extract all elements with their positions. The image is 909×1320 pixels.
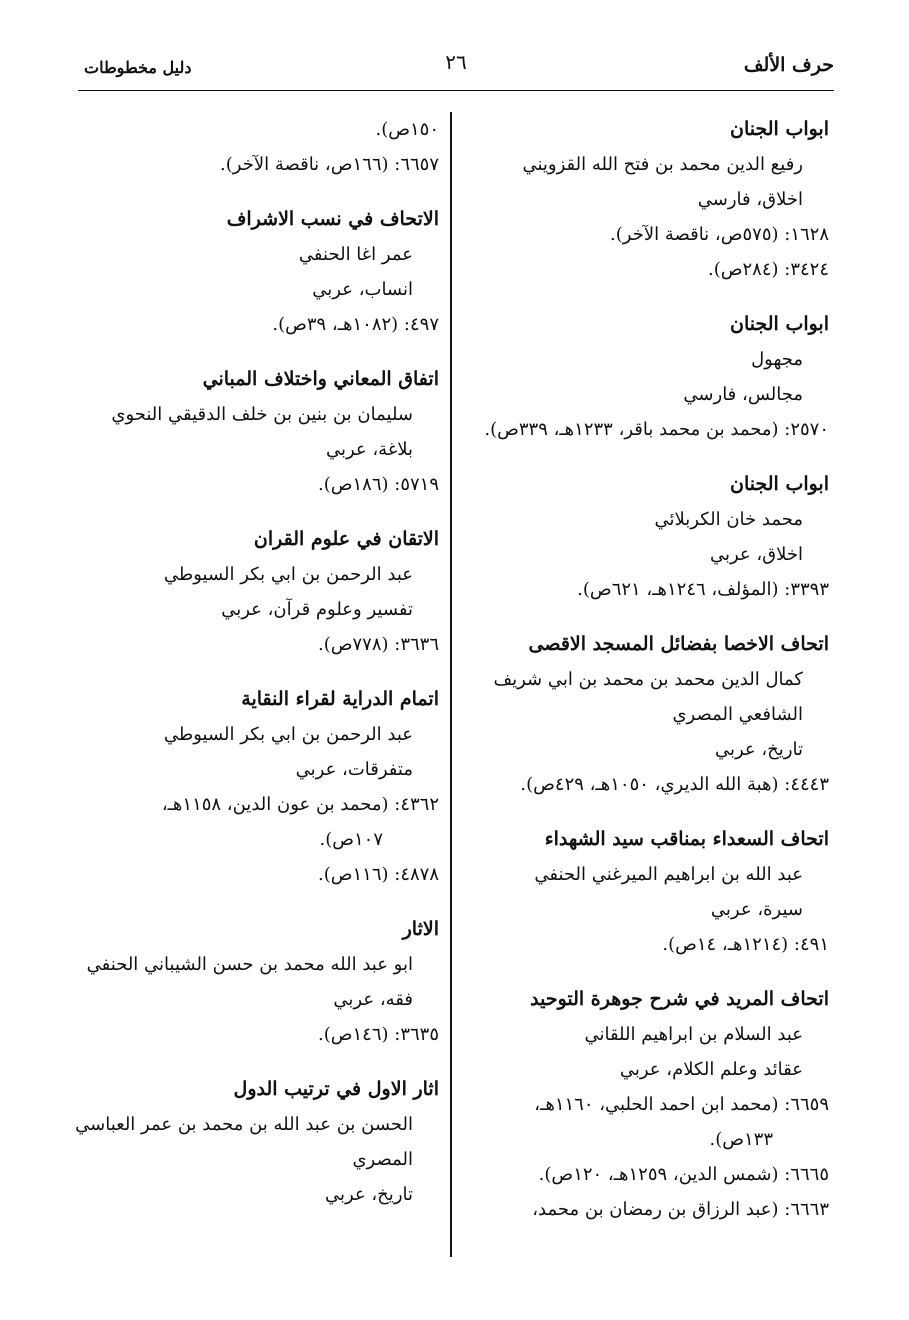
entry-author: ابو عبد الله محمد بن حسن الشيباني الحنفي: [86, 954, 413, 975]
entry-reference: ٦٦٥٩: (محمد ابن احمد الحلبي، ١١٦٠هـ،: [534, 1094, 829, 1115]
manuscript-entry: [79, 202, 439, 342]
manuscript-entry: [474, 467, 829, 607]
manuscript-entry: [474, 627, 829, 802]
page-header: [78, 48, 834, 91]
entry-subject: تفسير وعلوم قرآن، عربي: [221, 599, 413, 620]
entry-reference: ٤٤٤٣: (هبة الله الديري، ١٠٥٠هـ، ٤٢٩ص).: [520, 774, 829, 795]
column-divider: [450, 112, 452, 1257]
entry-reference: ٣٦٣٦: (٧٧٨ص).: [317, 634, 439, 655]
entry-subject: بلاغة، عربي: [325, 439, 413, 460]
book-title: دليل مخطوطات: [84, 58, 192, 77]
entry-reference: ٤٨٧٨: (١١٦ص).: [317, 864, 439, 885]
entry-title: اثار الاول في ترتيب الدول: [233, 1078, 439, 1100]
entry-author: محمد خان الكربلائي: [654, 509, 803, 530]
manuscript-entry: [75, 1072, 439, 1212]
entry-author: عبد الله بن ابراهيم الميرغني الحنفي: [534, 864, 803, 885]
entry-reference: ٣٣٩٣: (المؤلف، ١٢٤٦هـ، ٦٢١ص).: [577, 579, 829, 600]
entry-title: الاتقان في علوم القران: [253, 528, 439, 550]
entry-reference: ١٦٢٨: (٥٧٥ص، ناقصة الآخر).: [610, 224, 829, 245]
entry-subject: اخلاق، عربي: [709, 544, 803, 565]
entry-subject: متفرقات، عربي: [295, 759, 413, 780]
entry-title: الاتحاف في نسب الاشراف: [226, 208, 439, 230]
manuscript-entry: [79, 682, 439, 892]
entry-author: عبد السلام بن ابراهيم اللقاني: [584, 1024, 803, 1045]
entry-author: مجهول: [751, 349, 803, 370]
entry-reference: ١٣٣ص).: [709, 1129, 773, 1150]
entry-reference: ٤٣٦٢: (محمد بن عون الدين، ١١٥٨هـ،: [161, 794, 439, 815]
entry-title: الاثار: [402, 918, 439, 940]
entry-title: اتحاف السعداء بمناقب سيد الشهداء: [544, 828, 829, 850]
section-heading: حرف الألف: [743, 54, 834, 76]
entry-author: عبد الرحمن بن ابي بكر السيوطي: [163, 724, 413, 745]
manuscript-entry: [79, 362, 439, 502]
page-number: ٢٦: [445, 50, 467, 74]
entry-author: الحسن بن عبد الله بن محمد بن عمر العباسي: [75, 1114, 413, 1135]
entry-author: عبد الرحمن بن ابي بكر السيوطي: [163, 564, 413, 585]
entry-author: سليمان بن بنين بن خلف الدقيقي النحوي: [111, 404, 413, 425]
entry-subject: تاريخ، عربي: [324, 1184, 413, 1205]
entry-title: ابواب الجنان: [730, 313, 829, 335]
entry-subject: اخلاق، فارسي: [697, 189, 803, 210]
entry-title: اتحاف المريد في شرح جوهرة التوحيد: [530, 988, 829, 1010]
entry-reference: ١٥٠ص).: [375, 119, 439, 140]
entry-subject: فقه، عربي: [333, 989, 413, 1010]
entry-title: اتحاف الاخصا بفضائل المسجد الاقصى: [528, 633, 829, 655]
entry-reference: ٦٦٦٣: (عبد الرزاق بن رمضان بن محمد،: [532, 1199, 829, 1220]
right-column: [474, 112, 829, 1247]
entry-reference: ٥٧١٩: (١٨٦ص).: [317, 474, 439, 495]
entry-subject: مجالس، فارسي: [683, 384, 803, 405]
manuscript-entry: [79, 912, 439, 1052]
entry-subject: عقائد وعلم الكلام، عربي: [619, 1059, 803, 1080]
entry-author: كمال الدين محمد بن محمد بن ابي شريف: [493, 669, 803, 690]
entry-reference: ١٠٧ص).: [319, 829, 383, 850]
entry-reference: ٦٦٦٥: (شمس الدين، ١٢٥٩هـ، ١٢٠ص).: [538, 1164, 829, 1185]
entry-author: رفيع الدين محمد بن فتح الله القزويني: [522, 154, 803, 175]
entry-subject: سيرة، عربي: [710, 899, 803, 920]
entry-subject: المصري: [352, 1149, 413, 1170]
entry-subject: الشافعي المصري: [672, 704, 803, 725]
manuscript-entry: [474, 307, 829, 447]
manuscript-entry: [79, 522, 439, 662]
manuscript-entry: [474, 982, 829, 1227]
entry-title: ابواب الجنان: [730, 118, 829, 140]
entry-reference: ٦٦٥٧: (١٦٦ص، ناقصة الآخر).: [220, 154, 439, 175]
entry-subject: انساب، عربي: [312, 279, 413, 300]
entry-reference: ٢٥٧٠: (محمد بن محمد باقر، ١٢٣٣هـ، ٣٣٩ص).: [484, 419, 829, 440]
entry-reference: ٤٩١: (١٢١٤هـ، ١٤ص).: [662, 934, 829, 955]
entry-title: اتفاق المعاني واختلاف المباني: [202, 368, 439, 390]
manuscript-entry: [474, 822, 829, 962]
entry-title: ابواب الجنان: [730, 473, 829, 495]
entry-author: عمر اغا الحنفي: [298, 244, 413, 265]
manuscript-entry: [79, 112, 439, 182]
entry-title: اتمام الدراية لقراء النقاية: [241, 688, 439, 710]
manuscript-entry: [474, 112, 829, 287]
entry-reference: ٤٩٧: (١٠٨٢هـ، ٣٩ص).: [272, 314, 439, 335]
left-column: [75, 112, 439, 1232]
entry-subject: تاريخ، عربي: [714, 739, 803, 760]
entry-reference: ٣٦٣٥: (١٤٦ص).: [317, 1024, 439, 1045]
entry-reference: ٣٤٢٤: (٢٨٤ص).: [707, 259, 829, 280]
